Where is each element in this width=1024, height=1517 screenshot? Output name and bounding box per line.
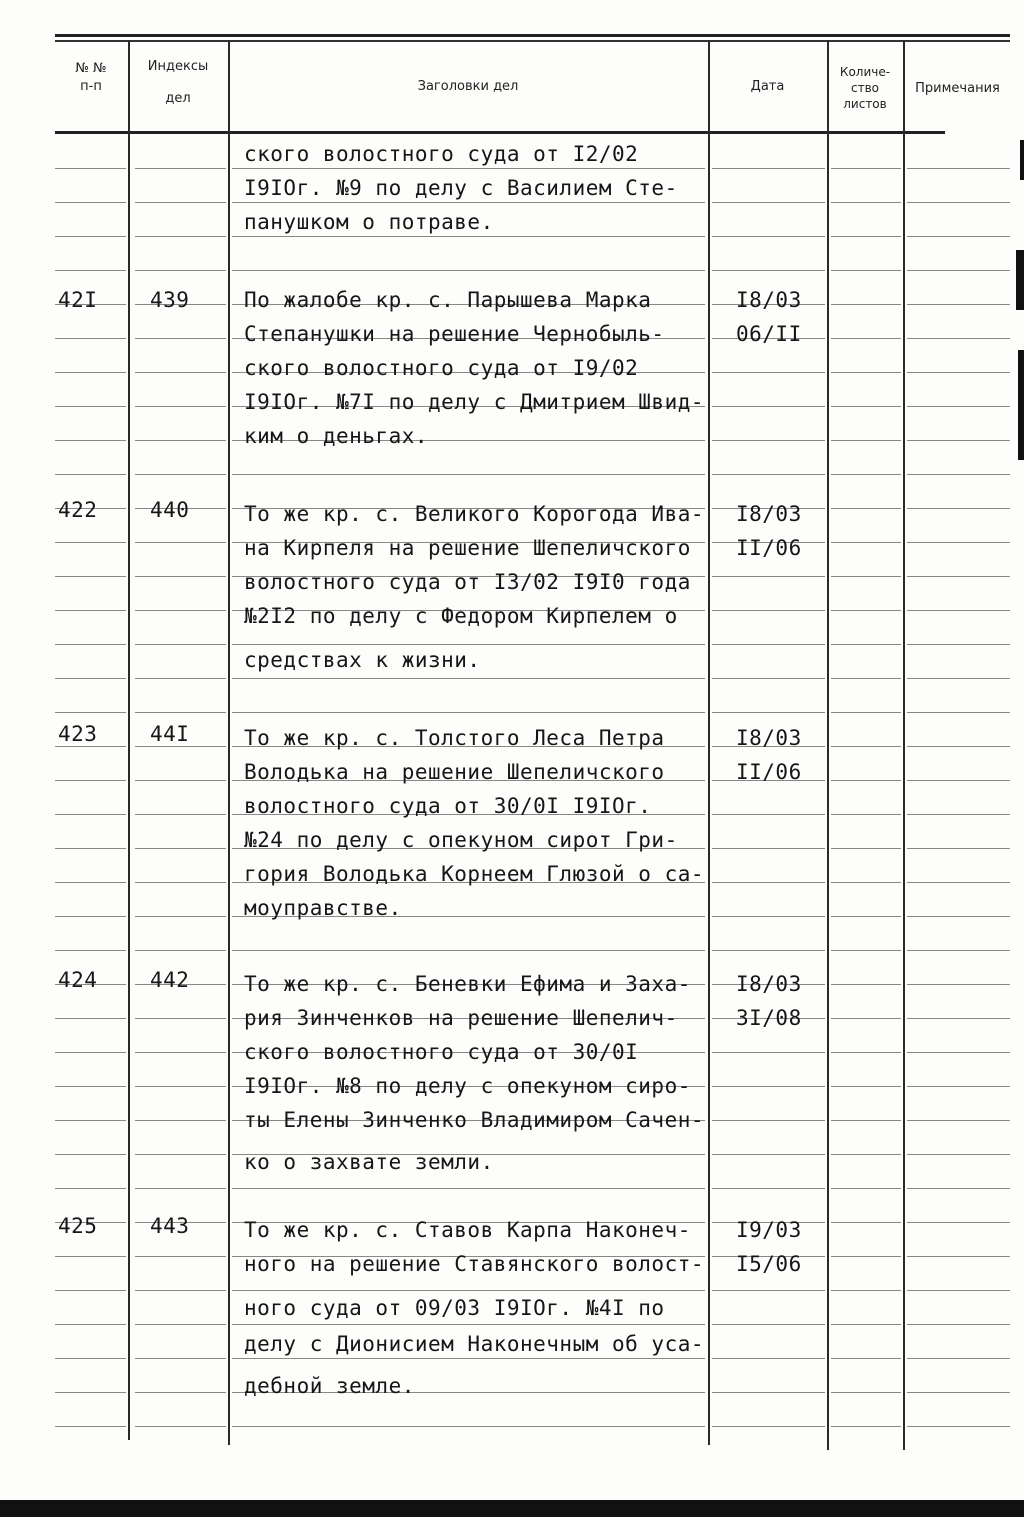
entry-date: II/06 bbox=[736, 536, 802, 560]
ruled-line bbox=[831, 1256, 901, 1257]
ruled-line bbox=[135, 168, 226, 169]
ruled-line bbox=[55, 202, 126, 203]
entry-number: 423 bbox=[58, 722, 98, 746]
ruled-line bbox=[55, 780, 126, 781]
ruled-line bbox=[232, 270, 705, 271]
entry-title-line: №24 по делу с опекуном сирот Гри- bbox=[244, 828, 678, 852]
ruled-line bbox=[907, 1324, 1010, 1325]
ruled-line bbox=[232, 1358, 705, 1359]
ruled-line bbox=[55, 236, 126, 237]
entry-title-line: I9IOг. №7I по делу с Дмитрием Швид- bbox=[244, 390, 705, 414]
ruled-line bbox=[907, 1358, 1010, 1359]
ruled-line bbox=[712, 848, 825, 849]
ruled-line bbox=[135, 270, 226, 271]
ruled-line bbox=[831, 440, 901, 441]
ruled-line bbox=[907, 1188, 1010, 1189]
entry-title-line: То же кр. с. Беневки Ефима и Заха- bbox=[244, 972, 691, 996]
ruled-line bbox=[907, 882, 1010, 883]
entry-title-line: По жалобе кр. с. Парышева Марка bbox=[244, 288, 652, 312]
column-divider-title bbox=[708, 40, 710, 1445]
ruled-line bbox=[712, 440, 825, 441]
ruled-line bbox=[135, 1018, 226, 1019]
ruled-line bbox=[907, 168, 1010, 169]
header-bottom-rule bbox=[55, 131, 945, 134]
column-divider-count bbox=[903, 40, 905, 1450]
ruled-line bbox=[907, 1290, 1010, 1291]
ruled-line bbox=[831, 1222, 901, 1223]
continuation-line: I9IOг. №9 по делу с Василием Сте- bbox=[244, 176, 678, 200]
ruled-line bbox=[907, 1222, 1010, 1223]
entry-title-line: волостного суда от I3/02 I9I0 года bbox=[244, 570, 691, 594]
ruled-line bbox=[907, 916, 1010, 917]
column-divider-date bbox=[827, 40, 829, 1450]
ruled-line bbox=[55, 1256, 126, 1257]
ruled-line bbox=[135, 1426, 226, 1427]
header-title: Заголовки дел bbox=[417, 79, 519, 94]
ruled-line bbox=[712, 1120, 825, 1121]
ruled-line bbox=[55, 814, 126, 815]
ruled-line bbox=[232, 1324, 705, 1325]
ruled-line bbox=[831, 1120, 901, 1121]
ruled-line bbox=[907, 950, 1010, 951]
ruled-line bbox=[831, 1086, 901, 1087]
ruled-line bbox=[135, 950, 226, 951]
ruled-line bbox=[55, 1086, 126, 1087]
ruled-line bbox=[55, 1052, 126, 1053]
ruled-line bbox=[135, 1324, 226, 1325]
ruled-line bbox=[907, 576, 1010, 577]
top-rule bbox=[55, 34, 1010, 37]
ruled-line bbox=[712, 1086, 825, 1087]
ruled-line bbox=[55, 372, 126, 373]
ruled-line bbox=[831, 780, 901, 781]
entry-number: 422 bbox=[58, 498, 98, 522]
ruled-line bbox=[135, 882, 226, 883]
scan-edge-mark bbox=[1018, 350, 1024, 460]
scan-edge-mark bbox=[1020, 140, 1024, 180]
ruled-line bbox=[712, 168, 825, 169]
ruled-line bbox=[831, 508, 901, 509]
ruled-line bbox=[135, 1392, 226, 1393]
ruled-line bbox=[135, 678, 226, 679]
ruled-line bbox=[907, 1120, 1010, 1121]
ruled-line bbox=[55, 644, 126, 645]
ruled-line bbox=[55, 406, 126, 407]
ruled-line bbox=[831, 950, 901, 951]
ruled-line bbox=[907, 270, 1010, 271]
ruled-line bbox=[712, 1188, 825, 1189]
ruled-line bbox=[712, 644, 825, 645]
ruled-line bbox=[135, 1154, 226, 1155]
ruled-line bbox=[232, 1426, 705, 1427]
ruled-line bbox=[831, 984, 901, 985]
ruled-line bbox=[712, 1290, 825, 1291]
ruled-line bbox=[831, 236, 901, 237]
ruled-line bbox=[831, 304, 901, 305]
ruled-line bbox=[135, 1052, 226, 1053]
ruled-line bbox=[831, 338, 901, 339]
ruled-line bbox=[831, 610, 901, 611]
ruled-line bbox=[907, 1086, 1010, 1087]
ruled-line bbox=[831, 1358, 901, 1359]
ruled-line bbox=[712, 1392, 825, 1393]
entry-number: 42I bbox=[58, 288, 98, 312]
entry-date: 3I/08 bbox=[736, 1006, 802, 1030]
ruled-line bbox=[55, 1154, 126, 1155]
ruled-line bbox=[712, 576, 825, 577]
ruled-line bbox=[831, 576, 901, 577]
ruled-line bbox=[712, 712, 825, 713]
column-divider-num bbox=[128, 40, 130, 1440]
ruled-line bbox=[831, 1426, 901, 1427]
entry-title-line: То же кр. с. Толстого Леса Петра bbox=[244, 726, 665, 750]
ruled-line bbox=[831, 916, 901, 917]
ruled-line bbox=[907, 1052, 1010, 1053]
ruled-line bbox=[232, 712, 705, 713]
ruled-line bbox=[907, 678, 1010, 679]
ruled-line bbox=[55, 1426, 126, 1427]
entry-title-line: гория Володька Корнеем Глюзой о са- bbox=[244, 862, 705, 886]
ruled-line bbox=[907, 542, 1010, 543]
ruled-line bbox=[135, 1358, 226, 1359]
ruled-line bbox=[712, 1324, 825, 1325]
entry-date: I5/06 bbox=[736, 1252, 802, 1276]
ruled-line bbox=[55, 1290, 126, 1291]
ruled-line bbox=[55, 1324, 126, 1325]
ruled-line bbox=[831, 1290, 901, 1291]
entry-title-line: ко о захвате земли. bbox=[244, 1150, 494, 1174]
entry-date: I9/03 bbox=[736, 1218, 802, 1242]
ruled-line bbox=[55, 1358, 126, 1359]
ruled-line bbox=[831, 1392, 901, 1393]
ruled-line bbox=[135, 746, 226, 747]
ruled-line bbox=[907, 814, 1010, 815]
ruled-line bbox=[55, 1120, 126, 1121]
ruled-line bbox=[712, 950, 825, 951]
ruled-line bbox=[907, 508, 1010, 509]
ruled-line bbox=[232, 1290, 705, 1291]
ruled-line bbox=[232, 236, 705, 237]
ruled-line bbox=[55, 678, 126, 679]
header-count-line3: листов bbox=[843, 97, 887, 111]
ruled-line bbox=[135, 1086, 226, 1087]
ruled-line bbox=[135, 814, 226, 815]
ruled-line bbox=[712, 474, 825, 475]
ruled-line bbox=[907, 304, 1010, 305]
ruled-line bbox=[135, 780, 226, 781]
ruled-line bbox=[55, 1188, 126, 1189]
header-index bbox=[130, 58, 226, 108]
ruled-line bbox=[135, 848, 226, 849]
entry-index: 443 bbox=[150, 1214, 190, 1238]
ruled-line bbox=[712, 610, 825, 611]
ruled-line bbox=[831, 1154, 901, 1155]
ruled-line bbox=[135, 1188, 226, 1189]
ruled-line bbox=[135, 1120, 226, 1121]
ruled-line bbox=[135, 474, 226, 475]
entry-title-line: I9IOг. №8 по делу с опекуном сиро- bbox=[244, 1074, 691, 1098]
ruled-line bbox=[907, 1256, 1010, 1257]
ruled-line bbox=[135, 338, 226, 339]
ruled-line bbox=[55, 916, 126, 917]
ruled-line bbox=[55, 168, 126, 169]
ruled-line bbox=[907, 1392, 1010, 1393]
ruled-line bbox=[712, 678, 825, 679]
header-date: Дата bbox=[750, 79, 785, 94]
ruled-line bbox=[831, 372, 901, 373]
ruled-line bbox=[232, 474, 705, 475]
ruled-line bbox=[831, 270, 901, 271]
ruled-line bbox=[55, 848, 126, 849]
ruled-line bbox=[135, 576, 226, 577]
ruled-line bbox=[135, 1290, 226, 1291]
ruled-line bbox=[831, 882, 901, 883]
entry-index: 442 bbox=[150, 968, 190, 992]
ruled-line bbox=[907, 338, 1010, 339]
top-rule-inner bbox=[55, 40, 1010, 42]
ruled-line bbox=[135, 372, 226, 373]
ruled-line bbox=[907, 984, 1010, 985]
ruled-line bbox=[907, 746, 1010, 747]
ruled-line bbox=[232, 644, 705, 645]
ruled-line bbox=[831, 168, 901, 169]
ruled-line bbox=[55, 576, 126, 577]
entry-index: 44I bbox=[150, 722, 190, 746]
entry-index: 439 bbox=[150, 288, 190, 312]
ruled-line bbox=[712, 882, 825, 883]
ruled-line bbox=[135, 1256, 226, 1257]
ruled-line bbox=[55, 1392, 126, 1393]
ruled-line bbox=[712, 1426, 825, 1427]
continuation-line: ского волостного суда от I2/02 bbox=[244, 142, 639, 166]
entry-title-line: на Кирпеля на решение Шепеличского bbox=[244, 536, 691, 560]
ruled-line bbox=[55, 1018, 126, 1019]
entry-title-line: То же кр. с. Великого Корогода Ива- bbox=[244, 502, 705, 526]
entry-title-line: ского волостного суда от I9/02 bbox=[244, 356, 639, 380]
ruled-line bbox=[831, 542, 901, 543]
ruled-line bbox=[55, 882, 126, 883]
entry-date: I8/03 bbox=[736, 726, 802, 750]
header-index-line1: Индексы bbox=[147, 59, 209, 74]
ruled-line bbox=[831, 406, 901, 407]
ruled-line bbox=[907, 1154, 1010, 1155]
ruled-line bbox=[907, 474, 1010, 475]
ruled-line bbox=[907, 236, 1010, 237]
header-count-line2: ство bbox=[850, 81, 879, 95]
ruled-line bbox=[907, 644, 1010, 645]
entry-date: II/06 bbox=[736, 760, 802, 784]
ruled-line bbox=[232, 1188, 705, 1189]
ruled-line bbox=[712, 236, 825, 237]
entry-title-line: моуправстве. bbox=[244, 896, 402, 920]
header-count bbox=[829, 64, 901, 112]
entry-title-line: ного суда от 09/03 I9IOг. №4I по bbox=[244, 1296, 665, 1320]
ruled-line bbox=[232, 168, 705, 169]
header-number-line2: п-п bbox=[80, 79, 102, 94]
ruled-line bbox=[135, 644, 226, 645]
ruled-line bbox=[55, 950, 126, 951]
entry-title-line: волостного суда от 30/0I I9IOг. bbox=[244, 794, 652, 818]
header-number bbox=[58, 60, 124, 96]
entry-title-line: №2I2 по делу с Федором Кирпелем о bbox=[244, 604, 678, 628]
ruled-line bbox=[907, 712, 1010, 713]
ruled-line bbox=[831, 848, 901, 849]
entry-date: I8/03 bbox=[736, 502, 802, 526]
ruled-line bbox=[135, 202, 226, 203]
header-count-line1: Количе- bbox=[839, 65, 891, 79]
entry-title-line: рия Зинченков на решение Шепелич- bbox=[244, 1006, 678, 1030]
ruled-line bbox=[55, 712, 126, 713]
ruled-line bbox=[831, 1188, 901, 1189]
ruled-line bbox=[907, 610, 1010, 611]
ruled-line bbox=[712, 270, 825, 271]
ruled-line bbox=[831, 1052, 901, 1053]
ruled-line bbox=[232, 678, 705, 679]
ruled-line bbox=[232, 950, 705, 951]
ruled-line bbox=[55, 746, 126, 747]
ruled-line bbox=[907, 202, 1010, 203]
ruled-line bbox=[135, 712, 226, 713]
ruled-line bbox=[712, 1052, 825, 1053]
ruled-line bbox=[712, 1358, 825, 1359]
ruled-line bbox=[831, 1018, 901, 1019]
ruled-line bbox=[712, 202, 825, 203]
entry-title-line: Володька на решение Шепеличского bbox=[244, 760, 665, 784]
ruled-line bbox=[135, 916, 226, 917]
ruled-line bbox=[712, 406, 825, 407]
entry-title-line: средствах к жизни. bbox=[244, 648, 481, 672]
ruled-line bbox=[55, 440, 126, 441]
entry-index: 440 bbox=[150, 498, 190, 522]
ruled-line bbox=[135, 610, 226, 611]
ruled-line bbox=[135, 406, 226, 407]
entry-title-line: ского волостного суда от 30/0I bbox=[244, 1040, 639, 1064]
column-divider-index bbox=[228, 40, 230, 1445]
header-notes: Примечания bbox=[915, 81, 1000, 96]
entry-title-line: Степанушки на решение Чернобыль- bbox=[244, 322, 665, 346]
scan-bottom-band bbox=[0, 1500, 1024, 1517]
ruled-line bbox=[712, 372, 825, 373]
entry-number: 424 bbox=[58, 968, 98, 992]
ruled-line bbox=[907, 406, 1010, 407]
ruled-line bbox=[907, 1018, 1010, 1019]
entry-title-line: делу с Дионисием Наконечным об уса- bbox=[244, 1332, 705, 1356]
ruled-line bbox=[712, 814, 825, 815]
ruled-line bbox=[55, 610, 126, 611]
header-number-line1: № № bbox=[75, 61, 107, 76]
ruled-line bbox=[907, 780, 1010, 781]
ruled-line bbox=[712, 916, 825, 917]
ruled-line bbox=[831, 644, 901, 645]
ruled-line bbox=[907, 372, 1010, 373]
entry-date: I8/03 bbox=[736, 972, 802, 996]
ruled-line bbox=[831, 712, 901, 713]
entry-title-line: То же кр. с. Ставов Карпа Наконеч- bbox=[244, 1218, 691, 1242]
ruled-line bbox=[907, 1426, 1010, 1427]
entry-title-line: ты Елены Зинченко Владимиром Сачен- bbox=[244, 1108, 705, 1132]
ruled-line bbox=[831, 746, 901, 747]
ruled-line bbox=[831, 678, 901, 679]
ruled-line bbox=[831, 1324, 901, 1325]
entry-date: 06/II bbox=[736, 322, 802, 346]
ruled-line bbox=[55, 270, 126, 271]
entry-number: 425 bbox=[58, 1214, 98, 1238]
entry-date: I8/03 bbox=[736, 288, 802, 312]
ruled-line bbox=[135, 440, 226, 441]
ruled-line bbox=[831, 814, 901, 815]
ruled-line bbox=[135, 236, 226, 237]
scan-edge-mark bbox=[1016, 250, 1024, 310]
ruled-line bbox=[712, 1154, 825, 1155]
ruled-line bbox=[55, 474, 126, 475]
ruled-line bbox=[907, 440, 1010, 441]
entry-title-line: ного на решение Ставянского волост- bbox=[244, 1252, 705, 1276]
header-index-line2: дел bbox=[165, 91, 191, 106]
continuation-line: панушком о потраве. bbox=[244, 210, 494, 234]
ruled-line bbox=[55, 338, 126, 339]
ruled-line bbox=[55, 542, 126, 543]
entry-title-line: ким о деньгах. bbox=[244, 424, 429, 448]
entry-title-line: дебной земле. bbox=[244, 1374, 415, 1398]
ruled-line bbox=[135, 542, 226, 543]
ruled-line bbox=[907, 848, 1010, 849]
ruled-line bbox=[831, 474, 901, 475]
ruled-line bbox=[232, 202, 705, 203]
ruled-line bbox=[831, 202, 901, 203]
